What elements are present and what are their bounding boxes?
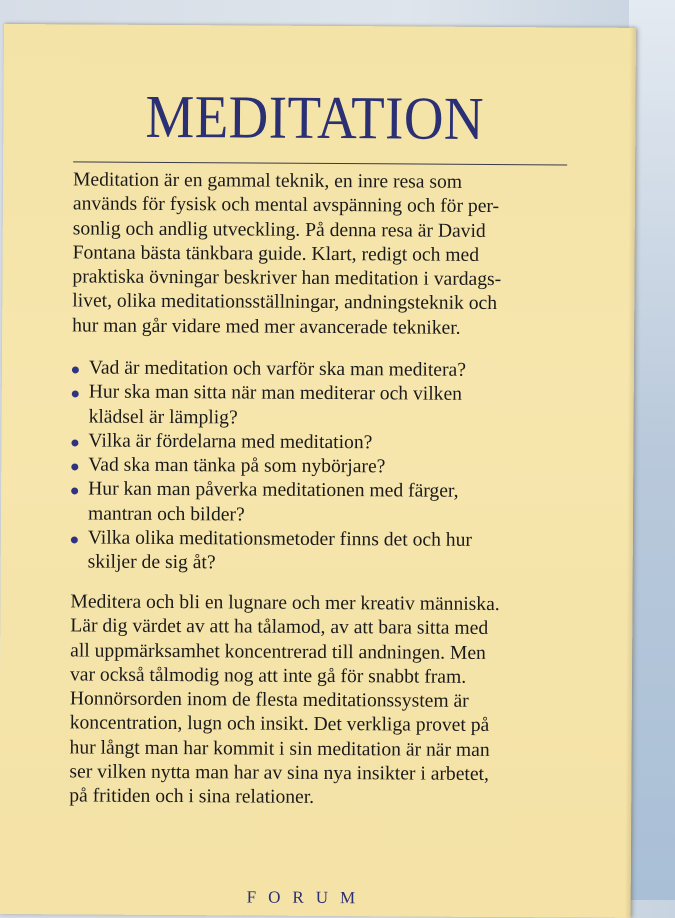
publisher-name: FORUM <box>246 887 368 908</box>
question-line: Hur kan man påverka meditationen med färger, <box>88 479 459 503</box>
bullet-dot-icon <box>71 464 78 471</box>
question-line: mantran och bilder? <box>87 503 245 526</box>
closing-line: Honnörsorden inom de flesta meditationssystem är <box>69 688 469 713</box>
intro-line: livet, olika meditationsställningar, andningsteknik och <box>72 290 498 315</box>
bullet-dot-icon <box>71 439 78 446</box>
question-line: klädsel är lämplig? <box>88 406 238 429</box>
question-list <box>71 356 592 578</box>
closing-line: hur långt man har kommit i sin meditation är när man <box>69 737 490 761</box>
bullet-dot-icon <box>71 488 78 495</box>
book-back-cover <box>0 24 636 918</box>
question-line: Vad ska man tänka på som nybörjare? <box>88 454 386 478</box>
question-line: Vilka olika meditationsmetoder finns det och hur <box>87 527 472 551</box>
intro-line: används för fysisk och mental avspänning och för per- <box>72 193 500 218</box>
book-title: MEDITATION <box>145 83 485 153</box>
question-line: Hur ska man sitta när man mediterar och vilken <box>88 381 463 406</box>
background-right-edge <box>629 0 675 900</box>
closing-line: på fritiden och i sina relationer. <box>69 785 315 809</box>
closing-line: koncentration, lugn och insikt. Det verkliga provet på <box>69 712 490 737</box>
intro-paragraph <box>72 168 583 341</box>
question-item <box>71 454 591 481</box>
question-line: skiljer de sig åt? <box>87 551 216 574</box>
bullet-dot-icon <box>71 536 78 543</box>
question-item <box>72 381 592 433</box>
closing-line: Meditera och bli en lugnare och mer kreativ människa. <box>70 591 500 616</box>
bullet-dot-icon <box>72 391 79 398</box>
intro-line: sonlig och andlig utveckling. På denna resa är David <box>72 218 486 242</box>
question-item <box>71 478 591 530</box>
question-line: Vad är meditation och varför ska man meditera? <box>88 357 466 381</box>
title-divider <box>73 161 567 165</box>
question-line: Vilka är fördelarna med meditation? <box>88 430 373 454</box>
intro-line: hur man går vidare med mer avancerade tekniker. <box>72 315 461 339</box>
closing-line: Lär dig värdet av att ha tålamod, av att bara sitta med <box>70 615 489 640</box>
intro-line: praktiska övningar beskriver han meditation i vardags- <box>72 266 502 291</box>
intro-line: Fontana bästa tänkbara guide. Klart, redigt och med <box>72 242 480 266</box>
closing-line: all uppmärksamhet koncentrerad till andningen. Men <box>70 640 486 664</box>
closing-paragraph <box>69 590 580 812</box>
closing-line: var också tålmodig nog att inte gå för snabbt fram. <box>69 664 467 688</box>
intro-line: Meditation är en gammal teknik, en inre resa som <box>72 169 463 193</box>
question-item <box>72 356 592 383</box>
question-item <box>71 429 591 456</box>
closing-line: ser vilken nytta man har av sina nya insikter i arbetet, <box>69 761 489 786</box>
bullet-dot-icon <box>72 366 79 373</box>
question-item <box>71 526 591 578</box>
